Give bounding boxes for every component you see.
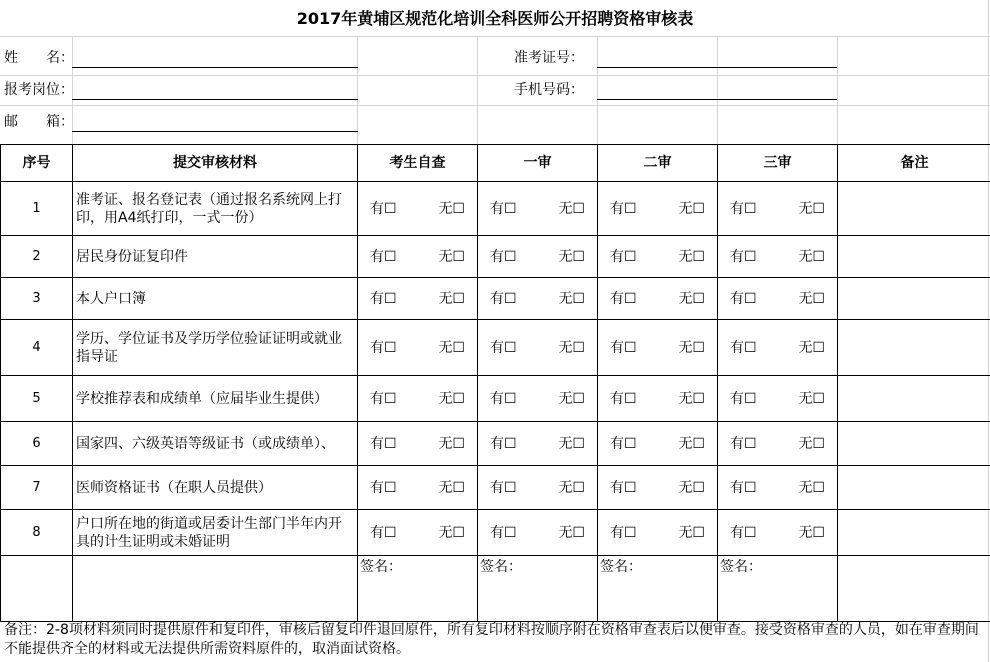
yes-checkbox[interactable]: 有☐	[490, 390, 517, 407]
no-checkbox[interactable]: 无☐	[678, 435, 705, 452]
yes-checkbox[interactable]: 有☐	[370, 435, 397, 452]
remark-cell[interactable]	[838, 320, 990, 376]
row-number: 8	[1, 510, 73, 556]
grid-line	[0, 75, 990, 76]
yes-checkbox[interactable]: 有☐	[730, 479, 757, 496]
no-checkbox[interactable]: 无☐	[438, 339, 465, 356]
no-checkbox[interactable]: 无☐	[798, 524, 825, 541]
signature-label: 签名：	[480, 559, 522, 575]
no-checkbox[interactable]: 无☐	[438, 524, 465, 541]
grid-line	[477, 36, 478, 144]
second-check-cell	[598, 376, 718, 422]
yes-checkbox[interactable]: 有☐	[370, 524, 397, 541]
table-row	[1, 466, 990, 510]
table-row	[1, 236, 990, 278]
second-check-cell	[598, 422, 718, 466]
table-row	[1, 320, 990, 376]
yes-checkbox[interactable]: 有☐	[610, 524, 637, 541]
yes-checkbox[interactable]: 有☐	[730, 524, 757, 541]
no-checkbox[interactable]: 无☐	[438, 290, 465, 307]
material-cell: 准考证、报名登记表（通过报名系统网上打印，用A4纸打印，一式一份）	[73, 182, 358, 236]
first-check-cell	[478, 510, 598, 556]
yes-checkbox[interactable]: 有☐	[490, 200, 517, 217]
first-check-cell	[478, 320, 598, 376]
material-cell: 居民身份证复印件	[73, 236, 358, 278]
yes-checkbox[interactable]: 有☐	[490, 339, 517, 356]
self-signature-cell[interactable]	[358, 556, 478, 622]
name-label: 姓 名：	[4, 50, 74, 66]
no-checkbox[interactable]: 无☐	[558, 339, 585, 356]
no-checkbox[interactable]: 无☐	[798, 248, 825, 265]
third-check-cell	[718, 278, 838, 320]
no-checkbox[interactable]: 无☐	[798, 339, 825, 356]
row-number: 5	[1, 376, 73, 422]
yes-checkbox[interactable]: 有☐	[610, 479, 637, 496]
third-check-cell	[718, 320, 838, 376]
table-row	[1, 422, 990, 466]
yes-checkbox[interactable]: 有☐	[490, 248, 517, 265]
self-check-cell	[358, 510, 478, 556]
first-check-cell	[478, 278, 598, 320]
row-number: 2	[1, 236, 73, 278]
yes-checkbox[interactable]: 有☐	[610, 248, 637, 265]
empty-cell	[73, 556, 358, 622]
yes-checkbox[interactable]: 有☐	[610, 339, 637, 356]
grid-line	[717, 36, 718, 144]
self-check-cell	[358, 278, 478, 320]
material-cell: 学历、学位证书及学历学位验证证明或就业指导证	[73, 320, 358, 376]
yes-checkbox[interactable]: 有☐	[490, 479, 517, 496]
table-body	[1, 182, 990, 622]
phone-label: 手机号码：	[514, 82, 584, 98]
yes-checkbox[interactable]: 有☐	[370, 248, 397, 265]
material-cell: 本人户口簿	[73, 278, 358, 320]
material-cell: 医师资格证书（在职人员提供）	[73, 466, 358, 510]
header-second-review: 二审	[598, 145, 718, 182]
no-checkbox[interactable]: 无☐	[678, 290, 705, 307]
no-checkbox[interactable]: 无☐	[678, 339, 705, 356]
yes-checkbox[interactable]: 有☐	[730, 435, 757, 452]
header-self-check: 考生自查	[358, 145, 478, 182]
position-field[interactable]	[72, 99, 358, 100]
no-checkbox[interactable]: 无☐	[438, 435, 465, 452]
no-checkbox[interactable]: 无☐	[558, 248, 585, 265]
exam-no-label: 准考证号：	[514, 50, 584, 66]
row-number: 6	[1, 422, 73, 466]
header-third-review: 三审	[718, 145, 838, 182]
row-number: 1	[1, 182, 73, 236]
second-check-cell	[598, 278, 718, 320]
yes-checkbox[interactable]: 有☐	[490, 435, 517, 452]
row-number: 7	[1, 466, 73, 510]
email-field[interactable]	[72, 131, 358, 132]
yes-checkbox[interactable]: 有☐	[730, 339, 757, 356]
second-check-cell	[598, 320, 718, 376]
third-signature-cell[interactable]	[718, 556, 838, 622]
remark-cell[interactable]	[838, 422, 990, 466]
empty-cell	[1, 556, 73, 622]
second-signature-cell[interactable]	[598, 556, 718, 622]
self-check-cell	[358, 182, 478, 236]
signature-row	[1, 556, 990, 622]
table-row	[1, 376, 990, 422]
header-first-review: 一审	[478, 145, 598, 182]
grid-line	[357, 36, 358, 144]
yes-checkbox[interactable]: 有☐	[370, 339, 397, 356]
self-check-cell	[358, 422, 478, 466]
first-check-cell	[478, 422, 598, 466]
no-checkbox[interactable]: 无☐	[558, 479, 585, 496]
no-checkbox[interactable]: 无☐	[438, 390, 465, 407]
third-check-cell	[718, 422, 838, 466]
no-checkbox[interactable]: 无☐	[558, 390, 585, 407]
signature-label: 签名：	[600, 559, 642, 575]
grid-line	[0, 105, 990, 106]
second-check-cell	[598, 510, 718, 556]
no-checkbox[interactable]: 无☐	[438, 479, 465, 496]
position-label: 报考岗位：	[4, 82, 74, 98]
yes-checkbox[interactable]: 有☐	[730, 390, 757, 407]
header-seq: 序号	[1, 145, 73, 182]
remark-cell[interactable]	[838, 466, 990, 510]
footnote: 备注：2-8项材料须同时提供原件和复印件，审核后留复印件退回原件，所有复印材料按顺序附在资格审查表后以便审查。接受资格审查的人员，如在审查期间不能提供齐全的材料或无法提供所需资料原件的，取消面试资格。	[4, 622, 979, 657]
remark-cell[interactable]	[838, 278, 990, 320]
yes-checkbox[interactable]: 有☐	[610, 200, 637, 217]
yes-checkbox[interactable]: 有☐	[730, 200, 757, 217]
yes-checkbox[interactable]: 有☐	[610, 290, 637, 307]
grid-line	[0, 36, 990, 37]
no-checkbox[interactable]: 无☐	[798, 435, 825, 452]
no-checkbox[interactable]: 无☐	[678, 200, 705, 217]
no-checkbox[interactable]: 无☐	[678, 479, 705, 496]
remark-cell[interactable]	[838, 182, 990, 236]
yes-checkbox[interactable]: 有☐	[370, 200, 397, 217]
phone-field[interactable]	[597, 99, 837, 100]
self-check-cell	[358, 466, 478, 510]
first-check-cell	[478, 466, 598, 510]
remark-cell[interactable]	[838, 376, 990, 422]
grid-line	[597, 36, 598, 144]
signature-label: 签名：	[360, 559, 402, 575]
header-remark: 备注	[838, 145, 990, 182]
table-row	[1, 278, 990, 320]
no-checkbox[interactable]: 无☐	[798, 390, 825, 407]
no-checkbox[interactable]: 无☐	[678, 390, 705, 407]
no-checkbox[interactable]: 无☐	[438, 200, 465, 217]
no-checkbox[interactable]: 无☐	[678, 248, 705, 265]
no-checkbox[interactable]: 无☐	[558, 290, 585, 307]
remark-cell[interactable]	[838, 236, 990, 278]
self-check-cell	[358, 376, 478, 422]
no-checkbox[interactable]: 无☐	[438, 248, 465, 265]
third-check-cell	[718, 376, 838, 422]
empty-cell	[838, 556, 990, 622]
table-row	[1, 510, 990, 556]
review-table	[0, 144, 990, 622]
yes-checkbox[interactable]: 有☐	[610, 390, 637, 407]
second-check-cell	[598, 236, 718, 278]
form-title: 2017年黄埔区规范化培训全科医师公开招聘资格审核表	[296, 9, 694, 28]
row-number: 3	[1, 278, 73, 320]
no-checkbox[interactable]: 无☐	[678, 524, 705, 541]
exam-no-field[interactable]	[597, 67, 837, 68]
third-check-cell	[718, 466, 838, 510]
material-cell: 学校推荐表和成绩单（应届毕业生提供）	[73, 376, 358, 422]
yes-checkbox[interactable]: 有☐	[730, 248, 757, 265]
yes-checkbox[interactable]: 有☐	[490, 524, 517, 541]
first-check-cell	[478, 376, 598, 422]
first-check-cell	[478, 236, 598, 278]
no-checkbox[interactable]: 无☐	[798, 479, 825, 496]
header-material: 提交审核材料	[73, 145, 358, 182]
table-row	[1, 182, 990, 236]
signature-label: 签名：	[720, 559, 762, 575]
yes-checkbox[interactable]: 有☐	[370, 290, 397, 307]
first-check-cell	[478, 182, 598, 236]
yes-checkbox[interactable]: 有☐	[370, 479, 397, 496]
self-check-cell	[358, 236, 478, 278]
no-checkbox[interactable]: 无☐	[798, 200, 825, 217]
table-header-row	[1, 145, 990, 182]
remark-cell[interactable]	[838, 510, 990, 556]
row-number: 4	[1, 320, 73, 376]
email-label: 邮 箱：	[4, 114, 74, 130]
no-checkbox[interactable]: 无☐	[558, 200, 585, 217]
no-checkbox[interactable]: 无☐	[798, 290, 825, 307]
grid-line	[837, 36, 838, 144]
second-check-cell	[598, 466, 718, 510]
third-check-cell	[718, 236, 838, 278]
second-check-cell	[598, 182, 718, 236]
yes-checkbox[interactable]: 有☐	[730, 290, 757, 307]
yes-checkbox[interactable]: 有☐	[610, 435, 637, 452]
self-check-cell	[358, 320, 478, 376]
third-check-cell	[718, 182, 838, 236]
no-checkbox[interactable]: 无☐	[558, 524, 585, 541]
material-cell: 国家四、六级英语等级证书（或成绩单）、	[73, 422, 358, 466]
third-check-cell	[718, 510, 838, 556]
no-checkbox[interactable]: 无☐	[558, 435, 585, 452]
material-cell: 户口所在地的街道或居委计生部门半年内开具的计生证明或未婚证明	[73, 510, 358, 556]
yes-checkbox[interactable]: 有☐	[370, 390, 397, 407]
first-signature-cell[interactable]	[478, 556, 598, 622]
name-field[interactable]	[72, 67, 358, 68]
yes-checkbox[interactable]: 有☐	[490, 290, 517, 307]
